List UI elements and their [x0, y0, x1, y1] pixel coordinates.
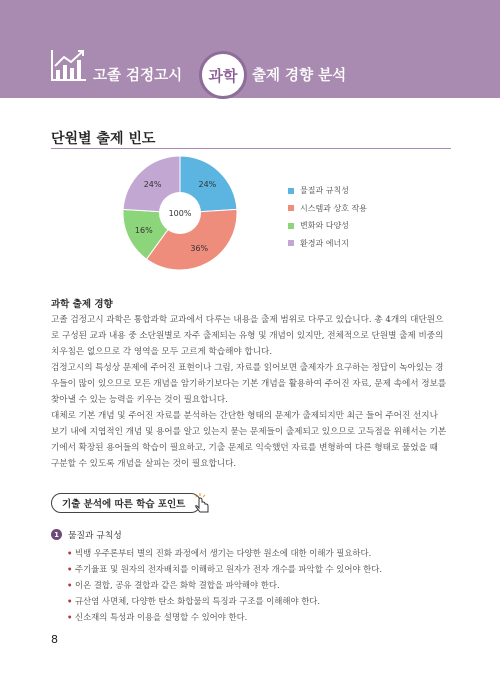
- chart-growth-icon: [50, 48, 88, 82]
- bullet-marker: •: [67, 612, 73, 622]
- paragraph-line: 고졸 검정고시 과학은 통합과학 교과에서 다루는 내용을 출제 범위로 다루고 있습니다. 총 4개의 대단원으: [51, 315, 444, 325]
- legend-swatch: [288, 223, 294, 229]
- pie-slice-label: 16%: [134, 226, 153, 236]
- paragraph-line: 로 구성된 교과 내용 중 소단원별로 자주 출제되는 유형 및 개념이 있지만, 전체적으로 단원별 출제 비중의: [51, 331, 444, 341]
- paragraph-line: 찾아낼 수 있는 능력을 키우는 것이 필요합니다.: [51, 395, 228, 405]
- bullet-item: [67, 545, 382, 561]
- bullet-text: 규산염 사면체, 다양한 탄소 화합물의 특징과 구조를 이해해야 한다.: [75, 596, 321, 606]
- paragraph-line: 보기 내에 지엽적인 개념 및 용어를 알고 있는지 묻는 문제들이 출제되고 있으므로 고득점을 위해서는 기본: [51, 427, 447, 437]
- learning-points-text: 기출 분석에 따른 학습 포인트: [62, 499, 186, 510]
- legend-item: [288, 182, 367, 200]
- header-title-post: 출제 경향 분석: [252, 68, 347, 84]
- analysis-title: 과학 출제 경향: [51, 299, 113, 310]
- bullet-marker: •: [67, 596, 73, 606]
- point-item-title: [51, 528, 122, 541]
- subject-badge: [199, 51, 247, 99]
- bullet-text: 신소재의 특성과 이용을 설명할 수 있어야 한다.: [75, 612, 248, 622]
- paragraph-line: 치우침은 없으므로 각 영역을 모두 고르게 학습해야 합니다.: [51, 347, 273, 357]
- bullet-item: [67, 561, 382, 577]
- legend-label: 물질과 규칙성: [300, 186, 349, 196]
- bullet-item: [67, 593, 382, 609]
- bullet-text: 주기율표 및 원자의 전자배치를 이해하고 원자가 전자 개수를 파악할 수 있어야 한다.: [75, 564, 383, 574]
- paragraph-line: 구분할 수 있도록 개념을 살피는 것이 필요합니다.: [51, 459, 237, 469]
- pie-center-label: 100%: [168, 209, 192, 218]
- legend-label: 환경과 에너지: [300, 238, 349, 248]
- title-divider: [51, 148, 451, 149]
- bullet-text: 이온 결합, 공유 결합과 같은 화학 결합을 파악해야 한다.: [75, 580, 280, 590]
- analysis-paragraph-2: [51, 360, 446, 408]
- pie-slice-label: 24%: [143, 179, 162, 189]
- legend-item: [288, 235, 367, 253]
- point-bullet-list: [67, 545, 382, 625]
- analysis-paragraph-1: [51, 312, 443, 360]
- subject-label: 과학: [208, 66, 238, 85]
- bullet-item: [67, 577, 382, 593]
- pie-chart: [122, 155, 238, 271]
- point-number-badge: 1: [51, 529, 62, 540]
- paragraph-line: 우들이 많이 있으므로 모든 개념을 암기하기보다는 기본 개념을 활용하여 주어진 자료, 문제 속에서 정보를: [51, 379, 447, 389]
- bullet-marker: •: [67, 580, 73, 590]
- header-title-pre: 고졸 검정고시: [93, 68, 183, 84]
- section-title: 단원별 출제 빈도: [51, 131, 156, 147]
- pointing-hand-icon: [193, 492, 213, 516]
- paragraph-line: 검정고시의 특성상 문제에 주어진 표현이나 그림, 자료를 읽어보면 출제자가 요구하는 정답이 녹아있는 경: [51, 363, 444, 373]
- legend-swatch: [288, 188, 294, 194]
- bullet-marker: •: [67, 548, 73, 558]
- paragraph-line: 대체로 기본 개념 및 주어진 자료를 분석하는 간단한 형태의 문제가 출제되지만 최근 들어 주어진 선지나: [51, 411, 438, 421]
- bullet-text: 빅뱅 우주론부터 별의 진화 과정에서 생기는 다양한 원소에 대한 이해가 필요하다.: [75, 548, 372, 558]
- bullet-item: [67, 609, 382, 625]
- legend-swatch: [288, 205, 294, 211]
- legend-swatch: [288, 240, 294, 246]
- pie-slice-label: 24%: [198, 179, 217, 189]
- chart-legend: [288, 182, 367, 252]
- page-header: [0, 0, 500, 98]
- page-number: 8: [51, 633, 58, 646]
- paragraph-line: 기에서 확장된 용어들의 학습이 필요하고, 기출 문제로 익숙했던 자료를 변형하여 다른 형태로 물었을 때: [51, 443, 438, 453]
- legend-label: 변화와 다양성: [300, 221, 349, 231]
- learning-points-label: [51, 493, 201, 513]
- bullet-marker: •: [67, 564, 73, 574]
- point-item-label: 물질과 규칙성: [68, 531, 122, 541]
- pie-slice-label: 36%: [190, 244, 209, 254]
- analysis-paragraph-3: [51, 408, 446, 472]
- legend-item: [288, 200, 367, 218]
- legend-item: [288, 217, 367, 235]
- legend-label: 시스템과 상호 작용: [300, 203, 367, 213]
